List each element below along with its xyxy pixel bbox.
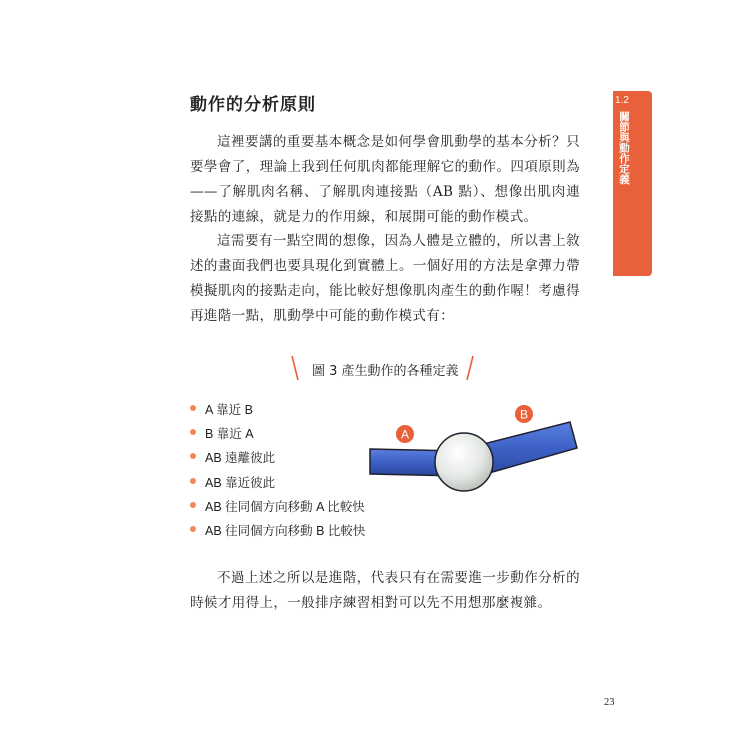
bullet-dot-icon	[190, 453, 196, 459]
paragraph-1-text: 這裡要講的重要基本概念是如何學會肌動學的基本分析？只要學會了，理論上我到任何肌肉都能理解它的動作。四項原則為——了解肌肉名稱、了解肌肉連接點（AB 點）、想像出肌肉連接點的連線，就是力的作用線，和展開可能的動作模式。	[190, 134, 580, 225]
list-item	[190, 521, 365, 545]
list-item	[190, 400, 365, 424]
joint-illustration	[360, 400, 590, 500]
list-item-text: B 靠近 A	[205, 427, 254, 442]
bullet-dot-icon	[190, 502, 196, 508]
section-heading: 動作的分析原則	[190, 95, 316, 115]
chapter-side-tab	[613, 91, 652, 276]
figure-title	[290, 354, 480, 382]
right-slash-icon	[465, 354, 475, 382]
bullet-dot-icon	[190, 478, 196, 484]
bullet-dot-icon	[190, 526, 196, 532]
list-item-text: AB 遠離彼此	[205, 451, 276, 466]
list-item-text: AB 往同個方向移動 A 比較快	[205, 499, 365, 514]
page-number: 23	[604, 697, 615, 708]
list-item-text: AB 靠近彼此	[205, 475, 276, 490]
joint-ball	[435, 433, 493, 491]
list-item-text: A 靠近 B	[205, 403, 253, 417]
left-slash-icon	[290, 354, 300, 382]
paragraph-3	[190, 566, 580, 616]
paragraph-2	[190, 229, 580, 329]
bullet-dot-icon	[190, 429, 196, 435]
chapter-title: 關節與動作定義	[618, 111, 630, 185]
list-item-text: AB 往同個方向移動 B 比較快	[205, 523, 366, 538]
chapter-number: 1.2	[615, 95, 629, 106]
motion-pattern-list	[190, 400, 365, 545]
list-item	[190, 448, 365, 472]
list-item	[190, 473, 365, 497]
bullet-dot-icon	[190, 405, 196, 411]
paragraph-1	[190, 130, 580, 230]
label-a: A	[400, 427, 410, 442]
list-item	[190, 424, 365, 448]
paragraph-3-text: 不過上述之所以是進階，代表只有在需要進一步動作分析的時候才用得上，一般排序練習相對可以先不用想那麼複雜。	[190, 570, 580, 611]
paragraph-2-text: 這需要有一點空間的想像，因為人體是立體的，所以書上敘述的畫面我們也要具現化到實體上。一個好用的方法是拿彈力帶模擬肌肉的接點走向，能比較好想像肌肉產生的動作喔！考慮得再進階一點，肌動學中可能的動作模式有：	[190, 233, 580, 324]
figure-title-text: 圖 3 產生動作的各種定義	[312, 364, 459, 379]
label-b: B	[519, 407, 529, 422]
list-item	[190, 497, 365, 521]
